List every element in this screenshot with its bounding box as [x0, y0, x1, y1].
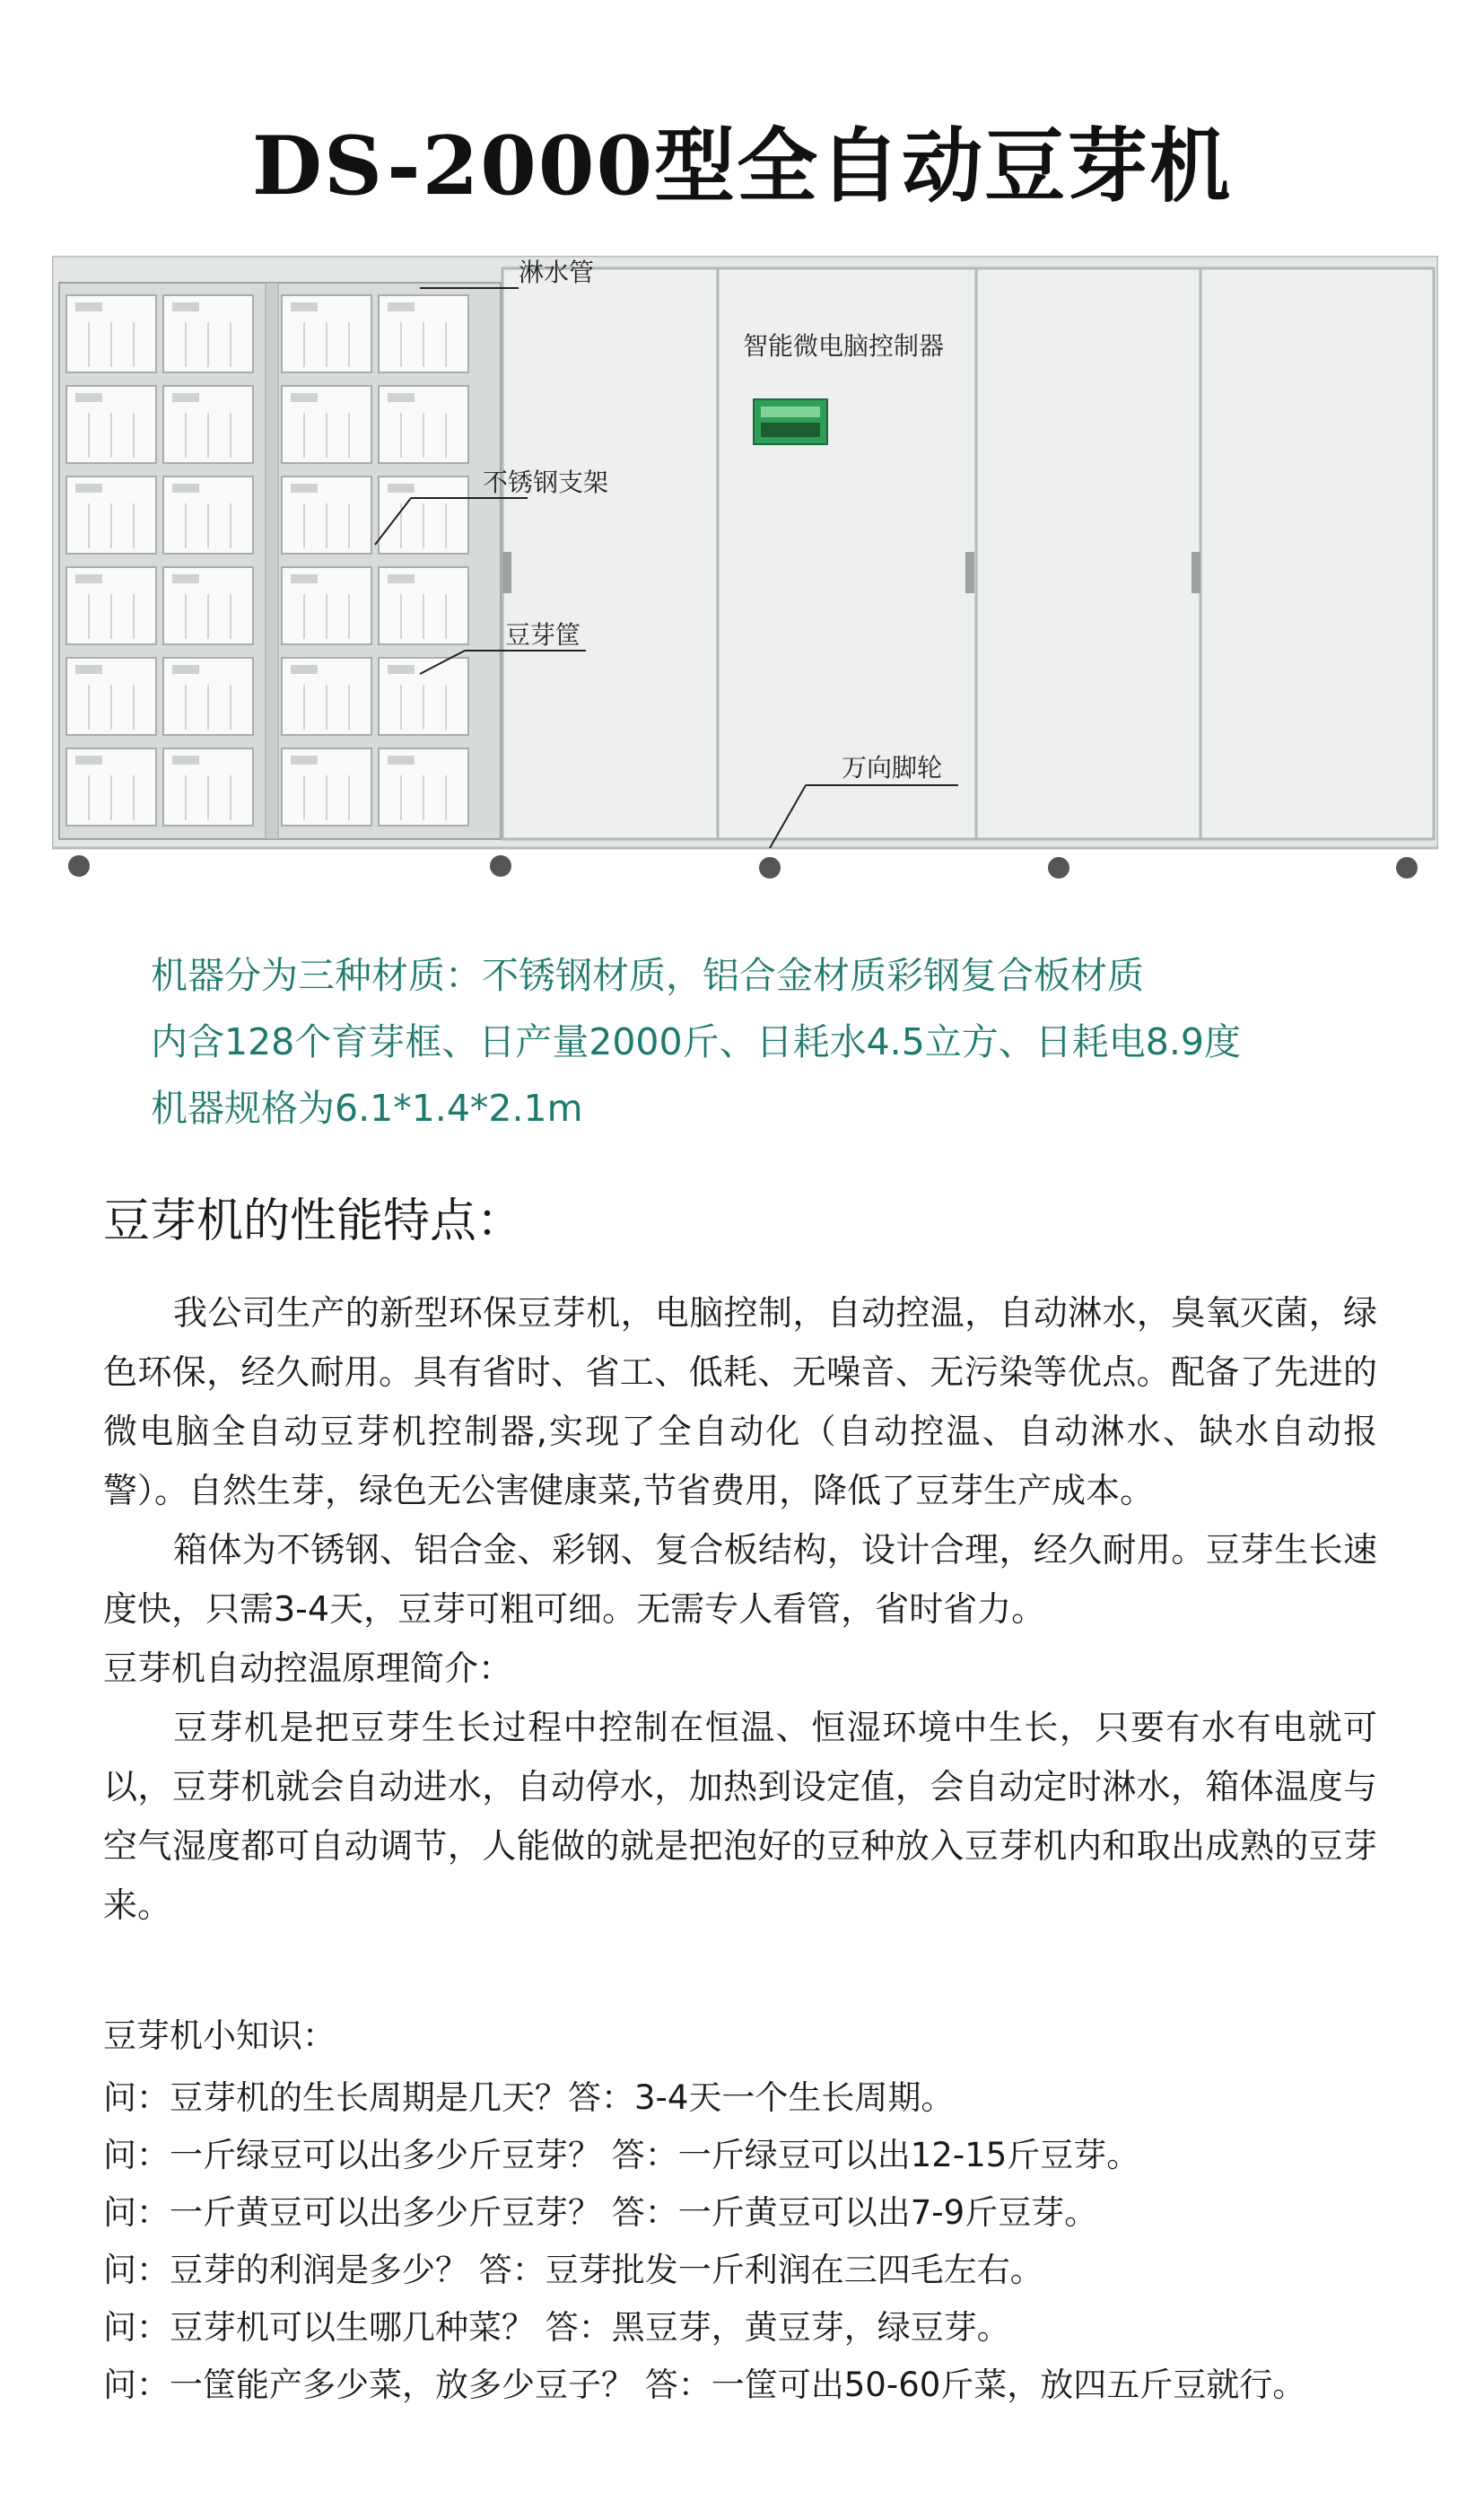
features-body: [103, 1283, 1377, 1935]
rack-post: [266, 283, 278, 839]
basket-handle: [172, 484, 199, 493]
basket-handle: [388, 665, 415, 674]
basket-handle: [75, 574, 102, 583]
basket-handle: [388, 756, 415, 765]
basket-handle: [75, 484, 102, 493]
callout-wheel: 万向脚轮: [842, 753, 943, 783]
qa-item: 问：一斤绿豆可以出多少斤豆芽？ 答：一斤绿豆可以出12-15斤豆芽。: [103, 2136, 1140, 2174]
qa-item: 问：豆芽机可以生哪几种菜？ 答：黑豆芽，黄豆芽，绿豆芽。: [103, 2308, 1010, 2347]
wheel: [1396, 857, 1418, 879]
spec-block: [151, 942, 1443, 1141]
basket-handle: [172, 393, 199, 402]
basket-handle: [172, 302, 199, 311]
spec-line-materials: 机器分为三种材质：不锈钢材质，铝合金材质彩钢复合板材质: [151, 954, 1144, 997]
door-panel-3: [976, 268, 1200, 839]
page-title: DS-2000型全自动豆芽机: [251, 118, 1233, 214]
basket-handle: [291, 393, 318, 402]
wheel: [68, 855, 90, 877]
door-panel-1: [502, 268, 718, 839]
basket-handle: [388, 484, 415, 493]
door-handle: [1192, 552, 1200, 593]
paragraph-principle: 豆芽机是把豆芽生长过程中控制在恒温、恒湿环境中生长，只要有水有电就可以，豆芽机就会自动进水，自动停水，加热到设定值，会自动定时淋水，箱体温度与空气湿度都可自动调节，人能做的就是把泡好的豆种放入豆芽机内和取出成熟的豆芽来。: [103, 1708, 1377, 1925]
basket-handle: [388, 574, 415, 583]
knowledge-section: [103, 2007, 1431, 2414]
door-panel-4: [1200, 268, 1434, 839]
basket-handle: [75, 665, 102, 674]
basket-handle: [291, 574, 318, 583]
basket-handle: [75, 302, 102, 311]
controller-box: [754, 399, 827, 444]
spec-line-dimensions: 机器规格为6.1*1.4*2.1m: [151, 1087, 583, 1130]
basket-handle: [291, 756, 318, 765]
basket-handle: [388, 302, 415, 311]
qa-item: 问：豆芽的利润是多少？ 答：豆芽批发一斤利润在三四毛左右。: [103, 2251, 1043, 2289]
basket-handle: [291, 484, 318, 493]
basket-handle: [172, 574, 199, 583]
wheel: [1048, 857, 1069, 879]
paragraph-overview: 我公司生产的新型环保豆芽机，电脑控制，自动控温，自动淋水，臭氧灭菌，绿色环保，经久耐用。具有省时、省工、低耗、无噪音、无污染等优点。配备了先进的微电脑全自动豆芽机控制器,实现了全自动化（自动控温、自动淋水、缺水自动报警）。自然生芽，绿色无公害健康菜,节省费用，降低了豆芽生产成本。: [103, 1293, 1377, 1510]
paragraph-principle-heading: 豆芽机自动控温原理简介：: [103, 1649, 513, 1688]
callout-pipe: 淋水管: [519, 258, 595, 287]
callout-basket: 豆芽筐: [505, 620, 581, 650]
qa-item: 问：一斤黄豆可以出多少斤豆芽？ 答：一斤黄豆可以出7-9斤豆芽。: [103, 2193, 1098, 2232]
basket-handle: [291, 665, 318, 674]
basket-handle: [75, 756, 102, 765]
door-handle: [502, 552, 511, 593]
bean-sprout-machine-illustration: [52, 256, 1438, 893]
qa-item: 问：豆芽机的生长周期是几天？答：3-4天一个生长周期。: [103, 2078, 955, 2117]
knowledge-heading: 豆芽机小知识：: [103, 2016, 336, 2055]
spec-line-capacity: 内含128个育芽框、日产量2000斤、日耗水4.5立方、日耗电8.9度: [151, 1020, 1242, 1063]
paragraph-structure: 箱体为不锈钢、铝合金、彩钢、复合板结构，设计合理，经久耐用。豆芽生长速度快，只需3-4天，豆芽可粗可细。无需专人看管，省时省力。: [103, 1530, 1377, 1629]
callout-rack: 不锈钢支架: [483, 468, 609, 497]
features-heading: 豆芽机的性能特点：: [103, 1194, 524, 1248]
basket-handle: [388, 393, 415, 402]
callout-controller: 智能微电脑控制器: [743, 331, 945, 361]
basket-handle: [291, 302, 318, 311]
wheel: [759, 857, 781, 879]
wheel: [490, 855, 511, 877]
basket-handle: [172, 665, 199, 674]
door-handle: [965, 552, 974, 593]
basket-handle: [75, 393, 102, 402]
qa-item: 问：一筐能产多少菜，放多少豆子？ 答：一筐可出50-60斤菜，放四五斤豆就行。: [103, 2366, 1306, 2404]
basket-handle: [172, 756, 199, 765]
